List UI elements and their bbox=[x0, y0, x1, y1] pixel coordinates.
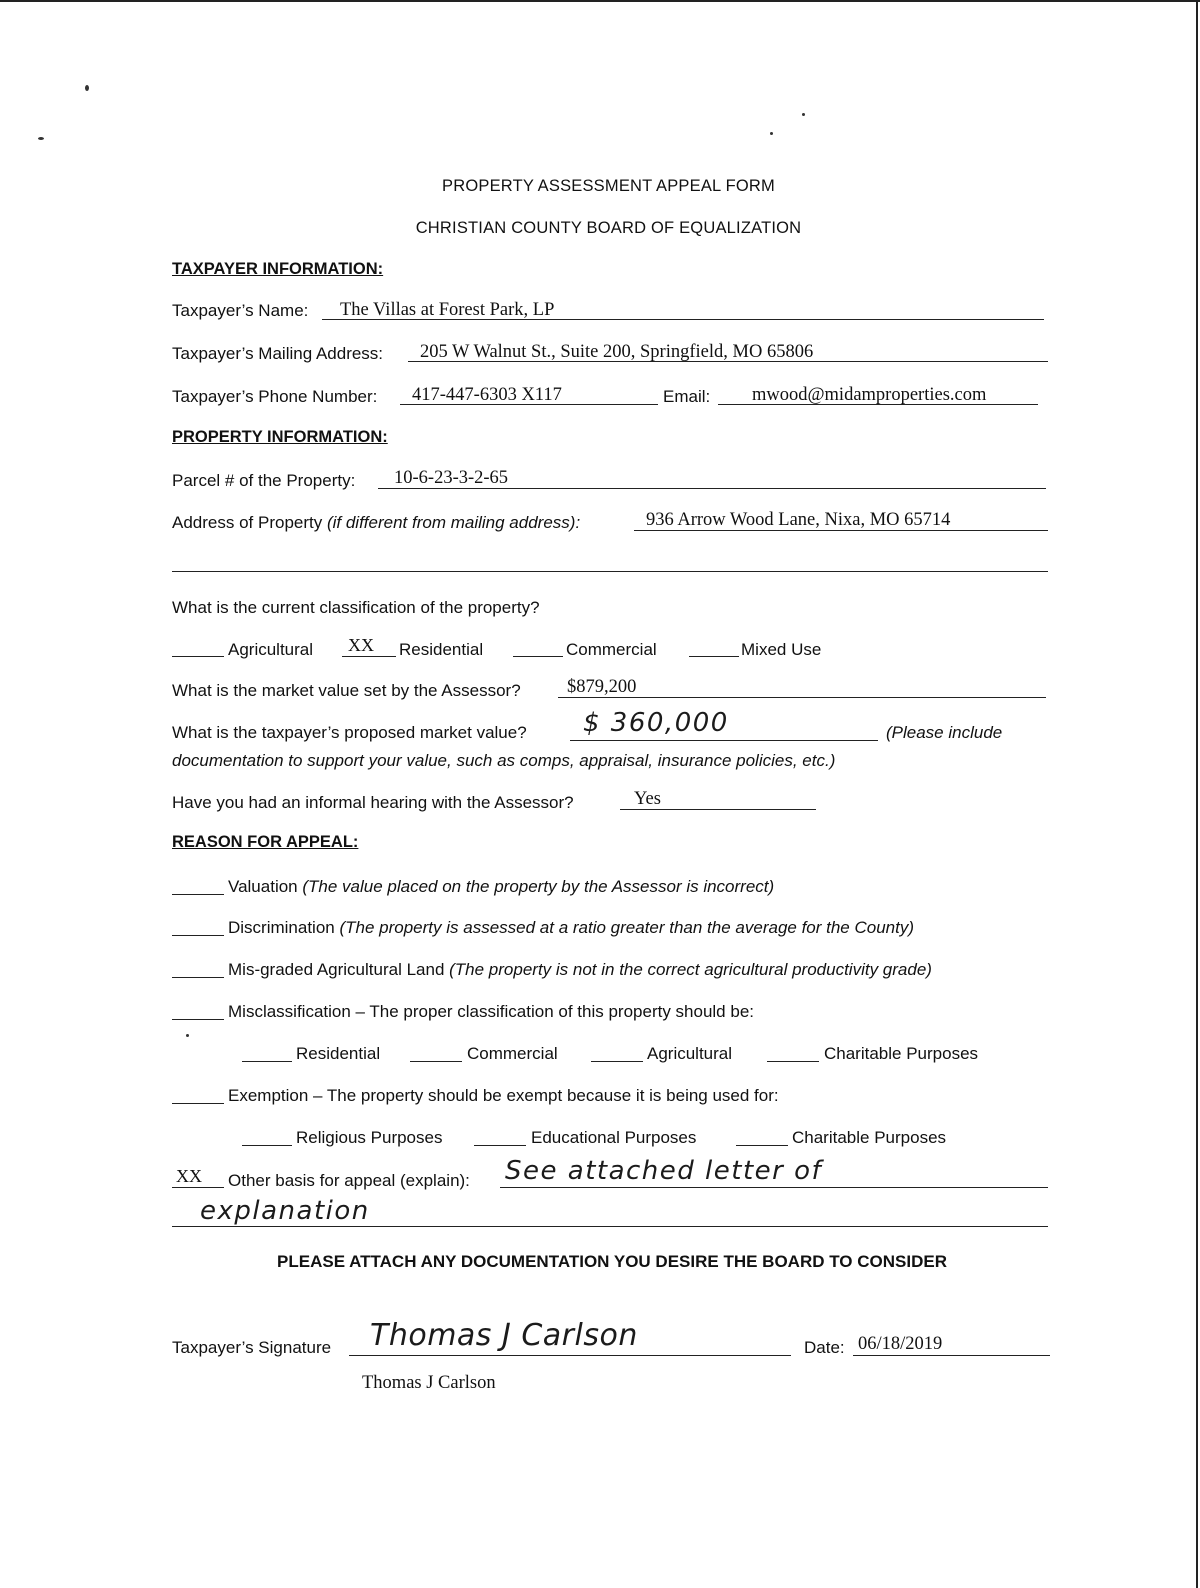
commercial-blank[interactable] bbox=[513, 656, 563, 657]
misgraded-option bbox=[228, 959, 932, 981]
residential-mark: XX bbox=[348, 635, 374, 655]
commercial-option: Commercial bbox=[566, 640, 657, 659]
assessor-value-question: What is the market value set by the Assessor? bbox=[172, 681, 521, 700]
proposed-value-question: What is the taxpayer’s proposed market value? bbox=[172, 723, 527, 742]
property-section-heading: PROPERTY INFORMATION: bbox=[172, 428, 388, 446]
attach-notice: PLEASE ATTACH ANY DOCUMENTATION YOU DESIRE THE BOARD TO CONSIDER bbox=[277, 1252, 947, 1271]
misclass-agricultural-option: Agricultural bbox=[647, 1044, 733, 1063]
property-address-label-main: Address of Property bbox=[172, 513, 327, 532]
reason-section-heading: REASON FOR APPEAL: bbox=[172, 833, 359, 851]
assessor-value-field[interactable]: $879,200 bbox=[567, 677, 637, 697]
phone-field[interactable]: 417-447-6303 X117 bbox=[412, 385, 562, 405]
misclass-charitable-blank[interactable] bbox=[767, 1061, 819, 1062]
proposed-value-note-1: (Please include bbox=[886, 723, 1003, 742]
email-field[interactable]: mwood@midamproperties.com bbox=[752, 385, 987, 405]
scan-border-top bbox=[0, 0, 1200, 2]
discrimination-label: Discrimination bbox=[228, 918, 340, 937]
valuation-blank[interactable] bbox=[172, 894, 224, 895]
exempt-religious-option: Religious Purposes bbox=[296, 1128, 443, 1147]
date-field[interactable]: 06/18/2019 bbox=[858, 1334, 943, 1354]
hearing-field[interactable]: Yes bbox=[634, 789, 661, 809]
property-address-label-note: (if different from mailing address): bbox=[326, 513, 581, 532]
discrimination-option bbox=[228, 917, 914, 939]
other-basis-blank[interactable] bbox=[172, 1187, 224, 1188]
misclass-residential-option: Residential bbox=[296, 1044, 381, 1063]
agricultural-option: Agricultural bbox=[228, 640, 314, 659]
email-label: Email: bbox=[663, 387, 711, 406]
other-basis-label: Other basis for appeal (explain): bbox=[228, 1171, 470, 1190]
other-basis-field-line-2[interactable]: explanation bbox=[200, 1196, 370, 1226]
misgraded-blank[interactable] bbox=[172, 977, 224, 978]
parcel-label: Parcel # of the Property: bbox=[172, 471, 356, 490]
misclass-charitable-option: Charitable Purposes bbox=[824, 1044, 979, 1063]
scan-speck bbox=[186, 1034, 189, 1037]
scan-border-right bbox=[1196, 0, 1198, 1588]
misclassification-blank[interactable] bbox=[172, 1019, 224, 1020]
taxpayer-name-label: Taxpayer’s Name: bbox=[172, 301, 309, 320]
date-label: Date: bbox=[804, 1338, 845, 1357]
property-address-field[interactable]: 936 Arrow Wood Lane, Nixa, MO 65714 bbox=[646, 510, 951, 530]
exempt-religious-blank[interactable] bbox=[242, 1145, 292, 1146]
scan-speck bbox=[802, 113, 805, 116]
residential-option: Residential bbox=[399, 640, 484, 659]
date-line bbox=[853, 1355, 1050, 1356]
proposed-value-note-2: documentation to support your value, such as comps, appraisal, insurance policies, etc.) bbox=[172, 751, 836, 770]
form-title: PROPERTY ASSESSMENT APPEAL FORM bbox=[442, 177, 775, 195]
exempt-charitable-option: Charitable Purposes bbox=[792, 1128, 947, 1147]
property-address-line-2 bbox=[172, 571, 1048, 572]
scan-speck bbox=[38, 137, 44, 140]
exempt-educational-blank[interactable] bbox=[474, 1145, 526, 1146]
valuation-label: Valuation bbox=[228, 877, 303, 896]
mixed-use-option: Mixed Use bbox=[741, 640, 822, 659]
scan-speck bbox=[770, 132, 773, 135]
misclass-commercial-blank[interactable] bbox=[410, 1061, 462, 1062]
valuation-option bbox=[228, 876, 774, 898]
agricultural-blank[interactable] bbox=[172, 656, 224, 657]
exempt-charitable-blank[interactable] bbox=[736, 1145, 788, 1146]
other-basis-line-2 bbox=[172, 1226, 1048, 1227]
exemption-blank[interactable] bbox=[172, 1103, 224, 1104]
misclass-agricultural-blank[interactable] bbox=[591, 1061, 643, 1062]
discrimination-note: (The property is assessed at a ratio greater than the average for the County) bbox=[339, 918, 915, 937]
signer-printed-name: Thomas J Carlson bbox=[362, 1373, 496, 1393]
exempt-educational-option: Educational Purposes bbox=[531, 1128, 697, 1147]
property-address-label bbox=[172, 512, 580, 534]
other-basis-line bbox=[500, 1187, 1048, 1188]
misclassification-option: Misclassification – The proper classification of this property should be: bbox=[228, 1002, 754, 1021]
misclass-commercial-option: Commercial bbox=[467, 1044, 558, 1063]
mixed-use-blank[interactable] bbox=[689, 656, 739, 657]
taxpayer-section-heading: TAXPAYER INFORMATION: bbox=[172, 260, 384, 278]
classification-question: What is the current classification of the property? bbox=[172, 598, 540, 617]
residential-blank[interactable] bbox=[342, 656, 396, 657]
misgraded-note: (The property is not in the correct agricultural productivity grade) bbox=[449, 960, 932, 979]
proposed-value-field[interactable]: $ 360,000 bbox=[583, 708, 729, 738]
parcel-field[interactable]: 10-6-23-3-2-65 bbox=[394, 468, 509, 488]
other-basis-field-line-1[interactable]: See attached letter of bbox=[505, 1156, 823, 1186]
taxpayer-name-field[interactable]: The Villas at Forest Park, LP bbox=[340, 300, 555, 320]
misgraded-label: Mis-graded Agricultural Land bbox=[228, 960, 450, 979]
mailing-address-label: Taxpayer’s Mailing Address: bbox=[172, 344, 384, 363]
hearing-question: Have you had an informal hearing with the Assessor? bbox=[172, 793, 574, 812]
exemption-option: Exemption – The property should be exempt because it is being used for: bbox=[228, 1086, 779, 1105]
mailing-address-field[interactable]: 205 W Walnut St., Suite 200, Springfield, MO 65806 bbox=[420, 342, 814, 362]
other-basis-mark: XX bbox=[176, 1166, 202, 1186]
scan-speck bbox=[85, 85, 89, 91]
discrimination-blank[interactable] bbox=[172, 935, 224, 936]
form-subtitle: CHRISTIAN COUNTY BOARD OF EQUALIZATION bbox=[415, 219, 802, 237]
phone-label: Taxpayer’s Phone Number: bbox=[172, 387, 378, 406]
signature-line bbox=[349, 1355, 791, 1356]
signature-field[interactable]: Thomas J Carlson bbox=[370, 1318, 638, 1353]
misclass-residential-blank[interactable] bbox=[242, 1061, 292, 1062]
proposed-value-line bbox=[570, 740, 878, 741]
signature-label: Taxpayer’s Signature bbox=[172, 1338, 332, 1357]
valuation-note: (The value placed on the property by the Assessor is incorrect) bbox=[302, 877, 775, 896]
